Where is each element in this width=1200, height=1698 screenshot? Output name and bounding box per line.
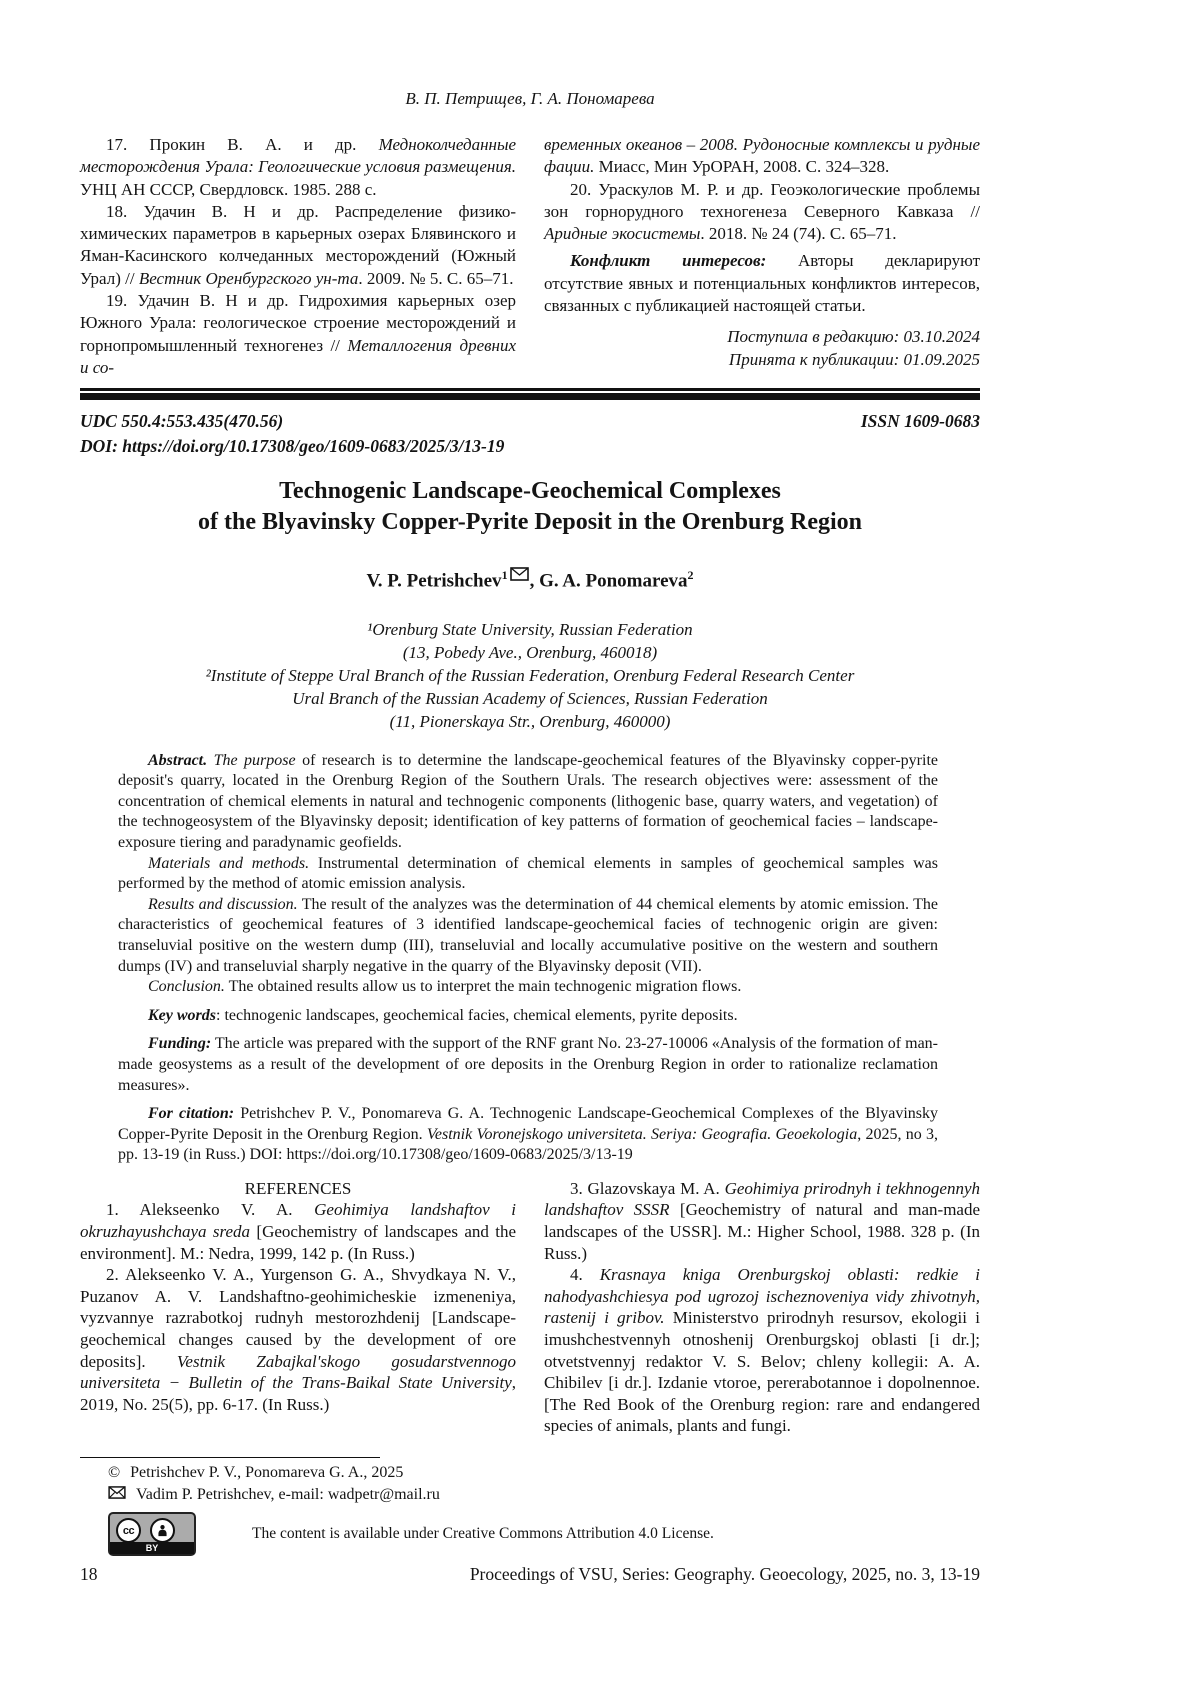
reference-item-2: 2. Alekseenko V. A., Yurgenson G. A., Shvydkaya N. V., Puzanov A. V. Landshaftno-geohimicheskie izmeneniya, vyzvannye razrabotkoj rudnyh mestorozhdenij [Landscape-geochemical changes caused by the development of ore deposits]. Vestnik Zabajkal'skogo gosudarstvennogo universiteta − Bulletin of the Trans-Baikal State University, 2019, No. 25(5), pp. 6-17. (In Russ.) bbox=[80, 1265, 516, 1414]
author-2: G. A. Ponomareva bbox=[539, 570, 688, 592]
cc-license-row bbox=[80, 1512, 980, 1556]
top-references-left-column bbox=[80, 134, 516, 379]
reference-item-17: 17. Прокин В. А. и др. Медноколчеданные месторождения Урала: Геологические условия размещения. УНЦ АН СССР, Свердловск. 1985. 288 с. bbox=[80, 135, 516, 199]
methods-paragraph: Materials and methods. Instrumental determination of chemical elements in samples of geochemical samples was performed by the method of atomic emission analysis. bbox=[118, 854, 939, 893]
article-title-line2: of the Blyavinsky Copper-Pyrite Deposit in the Orenburg Region bbox=[198, 509, 862, 536]
affiliation-line-5: (11, Pionerskaya Str., Orenburg, 460000) bbox=[389, 711, 671, 731]
section-divider bbox=[80, 388, 980, 400]
copyright-text: Petrishchev P. V., Ponomareva G. A., 2025 bbox=[130, 1464, 404, 1481]
author-1: V. P. Petrishchev bbox=[366, 570, 502, 592]
affiliations-block bbox=[80, 618, 980, 733]
affiliation-line-2: (13, Pobedy Ave., Orenburg, 460018) bbox=[402, 642, 658, 662]
divider-thin-rule bbox=[80, 388, 980, 391]
page-footer bbox=[80, 1564, 980, 1585]
reference-item-19: 19. Удачин В. Н и др. Гидрохимия карьерных озер Южного Урала: геологическое строение месторождений и горнопромышленный техногенез // Металлогения древних и со- bbox=[80, 291, 516, 377]
article-title-line1: Technogenic Landscape-Geochemical Complexes bbox=[279, 478, 781, 505]
reference-item-20: 20. Ураскулов М. Р. и др. Геоэкологические проблемы зон горнорудного техногенеза Северного Кавказа // Аридные экосистемы. 2018. № 24 (74). С. 65–71. bbox=[544, 179, 980, 244]
references-heading: REFERENCES bbox=[244, 1178, 352, 1198]
cc-by-badge bbox=[108, 1512, 196, 1556]
issn-code: ISSN 1609-0683 bbox=[860, 411, 980, 432]
udc-code: UDC 550.4:553.435(470.56) bbox=[80, 411, 284, 432]
corresponding-author-line bbox=[80, 1484, 980, 1506]
affiliation-line-1: ¹Orenburg State University, Russian Federation bbox=[367, 619, 693, 639]
top-references-section bbox=[80, 134, 980, 379]
copyright-line bbox=[80, 1462, 980, 1484]
corresponding-author-text: Vadim P. Petrishchev, e-mail: wadpetr@mail.ru bbox=[136, 1486, 440, 1503]
author-2-superscript: 2 bbox=[687, 568, 694, 583]
footnote-rule bbox=[80, 1457, 380, 1458]
keywords-paragraph: Key words: technogenic landscapes, geochemical facies, chemical elements, pyrite deposits. bbox=[148, 1006, 738, 1024]
accepted-date: Принята к публикации: 01.09.2025 bbox=[728, 349, 980, 369]
author-1-superscript: 1 bbox=[501, 568, 508, 583]
top-references-right-column bbox=[544, 134, 980, 379]
cc-icon: cc bbox=[116, 1518, 141, 1543]
reference-item-4: 4. Krasnaya kniga Orenburgskoj oblasti: redkie i nahodyashchiesya pod ugrozoj ischeznoveniya vidy zhivotnyh, rastenij i gribov. Ministerstvo prirodnyh resursov, ekologii i imushchestvennyh otnoshenij Orenburgskoj oblasti [i dr.]; otvetstvennyj redaktor V. S. Belov; chleny kollegii: A. A. Chibilev [i dr.]. Izdanie vtoroe, pererabotannoe i dopolnennoe. [The Red Book of the Orenburg region: rare and endangered species of animals, plants and fungi. bbox=[544, 1265, 981, 1436]
reference-item-3: 3. Glazovskaya M. A. Geohimiya prirodnyh i tekhnogennyh landshaftov SSSR [Geochemistry of natural and man-made landscapes of the USSR]. M.: Higher School, 1988. 328 p. (In Russ.) bbox=[544, 1178, 981, 1263]
email-icon bbox=[108, 1484, 126, 1506]
results-paragraph: Results and discussion. The result of the analyzes was the determination of 44 chemical elements by atomic emission. The characteristics of geochemical features of 3 identified landscape-geochemical facies of technogenic origin are given: transeluvial positive on the western dump (III), transeluvial and locally accumulative positive on the western and southern dumps (IV) and transeluvial sharply negative in the quarry of the Blyavinsky deposit (VII). bbox=[118, 895, 939, 975]
doi-line: DOI: https://doi.org/10.17308/geo/1609-0683/2025/3/13-19 bbox=[80, 436, 505, 457]
reference-item-18: 18. Удачин В. Н и др. Распределение физико-химических параметров в карьерных озерах Блявинского и Яман-Касинского колчеданных месторождений (Южный Урал) // Вестник Оренбургского ун-та. 2009. № 5. С. 65–71. bbox=[80, 201, 516, 288]
citation-paragraph: For citation: Petrishchev P. V., Ponomareva G. A. Technogenic Landscape-Geochemical Complexes of the Blyavinsky Copper-Pyrite Deposit in the Orenburg Region. Vestnik Voronejskogo universiteta. Seriya: Geografia. Geoekologia, 2025, no 3, pp. 13-19 (in Russ.) DOI: https://doi.org/10.17308/geo/1609-0683/2025/3/13-19 bbox=[118, 1105, 939, 1164]
conflict-of-interest: Конфликт интересов: Авторы декларируют отсутствие явных и потенциальных конфликтов интересов, связанных с публикацией настоящей статьи. bbox=[544, 251, 980, 316]
attribution-person-icon bbox=[150, 1518, 175, 1543]
authors-separator: , bbox=[529, 570, 540, 592]
cc-license-text: The content is available under Creative Commons Attribution 4.0 License. bbox=[252, 1525, 714, 1542]
email-icon bbox=[510, 564, 529, 588]
reference-item-1: 1. Alekseenko V. A. Geohimiya landshaftov i okruzhayushchaya sreda [Geochemistry of landscapes and the environment]. M.: Nedra, 1999, 142 p. (In Russ.) bbox=[80, 1200, 516, 1263]
footnote-block bbox=[80, 1457, 980, 1556]
divider-thick-rule bbox=[80, 393, 980, 400]
conclusion-paragraph: Conclusion. The obtained results allow us to interpret the main technogenic migration flows. bbox=[148, 978, 742, 996]
affiliation-line-4: Ural Branch of the Russian Academy of Sciences, Russian Federation bbox=[292, 688, 768, 708]
received-date: Поступила в редакцию: 03.10.2024 bbox=[727, 327, 980, 347]
affiliation-line-3: ²Institute of Steppe Ural Branch of the Russian Federation, Orenburg Federal Research Center bbox=[205, 665, 855, 685]
journal-page bbox=[80, 0, 980, 1556]
reference-item-19-continued: временных океанов – 2008. Рудоносные комплексы и рудные фации. Миасс, Мин УрОРАН, 2008. С. 324–328. bbox=[544, 135, 980, 177]
page-number: 18 bbox=[80, 1564, 98, 1584]
cc-by-label: BY bbox=[110, 1542, 194, 1554]
abstract-paragraph: Abstract. The purpose of research is to determine the landscape-geochemical features of the Blyavinsky copper-pyrite deposit's quarry, located in the Orenburg Region of the Southern Urals. The research objectives were: assessment of the concentration of chemical elements in natural and technogenic components (lithogenic base, quarry waters, and vegetation) of the technogeosystem of the Blyavinsky deposit; identification of key patterns of formation of geochemical facies – landscape-exposure tiering and paradynamic geofields. bbox=[118, 751, 938, 851]
authors-line bbox=[80, 563, 980, 593]
references-right-column bbox=[544, 1178, 980, 1437]
running-head: В. П. Петрищев, Г. А. Пономарева bbox=[405, 89, 655, 108]
copyright-icon: © bbox=[108, 1464, 121, 1481]
funding-paragraph: Funding: The article was prepared with the support of the RNF grant No. 23-27-10006 «Analysis of the formation of man-made geosystems as a result of the development of ore deposits in the Orenburg Region in order to rationalize reclamation measures». bbox=[118, 1035, 938, 1094]
references-left-column bbox=[80, 1178, 516, 1437]
article-meta-row bbox=[80, 409, 980, 434]
journal-footer-line: Proceedings of VSU, Series: Geography. Geoecology, 2025, no. 3, 13-19 bbox=[469, 1564, 980, 1584]
abstract-section bbox=[118, 751, 938, 1166]
references-section bbox=[80, 1178, 980, 1437]
article-title bbox=[80, 476, 980, 538]
